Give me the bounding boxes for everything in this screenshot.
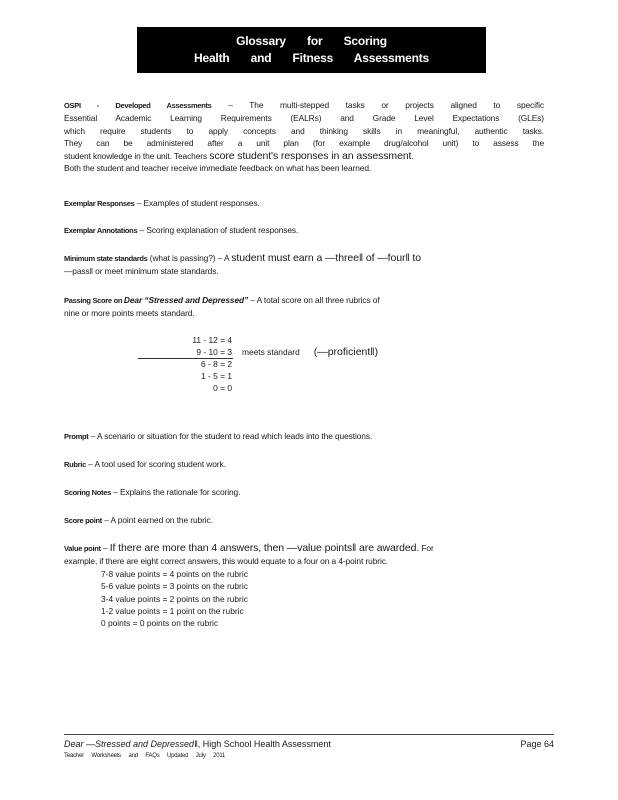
term-score-point: Score point xyxy=(64,516,102,525)
scale-row: 11 - 12 = 4 xyxy=(192,335,232,345)
footer-title: Dear ―Stressed and Depressed‖ xyxy=(64,739,198,749)
scale-row: 1 - 5 = 1 xyxy=(201,371,232,381)
page-number: Page 64 xyxy=(520,739,554,749)
entry-passing: Passing Score on Dear “Stressed and Depressed” – A total score on all three rubrics of nine or more points meets standard. xyxy=(64,295,380,319)
list-item: 3-4 value points = 2 points on the rubric xyxy=(101,593,248,604)
footer-subtitle: , High School Health Assessment xyxy=(197,739,331,749)
entry-value-point: Value point – If there are more than 4 answers, then ―value points‖ are awarded. For example, if there are eight correct answers, this would equate to a four on a 4-point rubric. xyxy=(64,542,434,567)
entry-exemplar: Exemplar Responses – Examples of student responses. xyxy=(64,198,260,208)
footer-divider xyxy=(64,734,554,735)
footer-updated: Teacher Worksheets and FAQs Updated July 2011 xyxy=(64,753,226,759)
assessment-title: Dear “Stressed and Depressed” xyxy=(123,295,249,305)
term-annotations: Exemplar Annotations xyxy=(64,226,138,235)
meets-standard-note: meets standard (―proficient‖) xyxy=(242,346,379,358)
scale-row: 0 = 0 xyxy=(213,383,232,393)
banner-title: Glossary for Scoring xyxy=(236,34,387,48)
entry-score-point: Score point – A point earned on the rubric. xyxy=(64,515,213,525)
entry-ospi: OSPI - Developed Assessments – The multi-stepped tasks or projects aligned to specific Essential Academic Learning Requirements (EALRs) and Grade Level Expectations (GLEs) which require students to apply concepts and thinking skills in meaningful, authentic tasks. They can be administered after a unit plan (for example drug/alcohol unit) to assess the student knowledge in the unit. Teachers score student's responses in an assessment. Both the student and teacher receive immediate feedback on what has been learned. xyxy=(64,100,544,174)
value-points-list xyxy=(101,568,248,629)
list-item: 1-2 value points = 1 point on the rubric xyxy=(101,605,244,616)
term-minimum: Minimum state standards xyxy=(64,254,148,263)
score-scale xyxy=(172,334,232,394)
entry-scoring-notes: Scoring Notes – Explains the rationale for scoring. xyxy=(64,487,241,497)
term-scoring-notes: Scoring Notes xyxy=(64,488,111,497)
glossary-banner xyxy=(137,27,486,73)
scale-row: 6 - 8 = 2 xyxy=(201,359,232,369)
entry-minimum: Minimum state standards (what is passing?) – A student must earn a ―three‖ of ―four‖ to ―pass‖ or meet minimum state standards. xyxy=(64,252,421,277)
entry-annotations: Exemplar Annotations – Scoring explanation of student responses. xyxy=(64,225,299,235)
term-exemplar: Exemplar Responses xyxy=(64,199,135,208)
entry-rubric: Rubric – A tool used for scoring student work. xyxy=(64,459,226,469)
term-value-point: Value point xyxy=(64,544,101,553)
term-rubric: Rubric xyxy=(64,460,86,469)
list-item: 7-8 value points = 4 points on the rubric xyxy=(101,569,248,579)
list-item: 0 points = 0 points on the rubric xyxy=(101,618,219,629)
term-ospi: OSPI - Developed Assessments xyxy=(64,101,212,110)
scale-divider xyxy=(138,358,233,359)
banner-subtitle: Health and Fitness Assessments xyxy=(194,51,429,65)
scale-row: 9 - 10 = 3 xyxy=(196,347,232,357)
list-item: 5-6 value points = 3 points on the rubric xyxy=(101,581,248,592)
term-prompt: Prompt xyxy=(64,432,89,441)
footer xyxy=(64,739,554,749)
entry-prompt: Prompt – A scenario or situation for the student to read which leads into the questions. xyxy=(64,431,373,441)
term-passing: Passing Score on xyxy=(64,296,124,305)
